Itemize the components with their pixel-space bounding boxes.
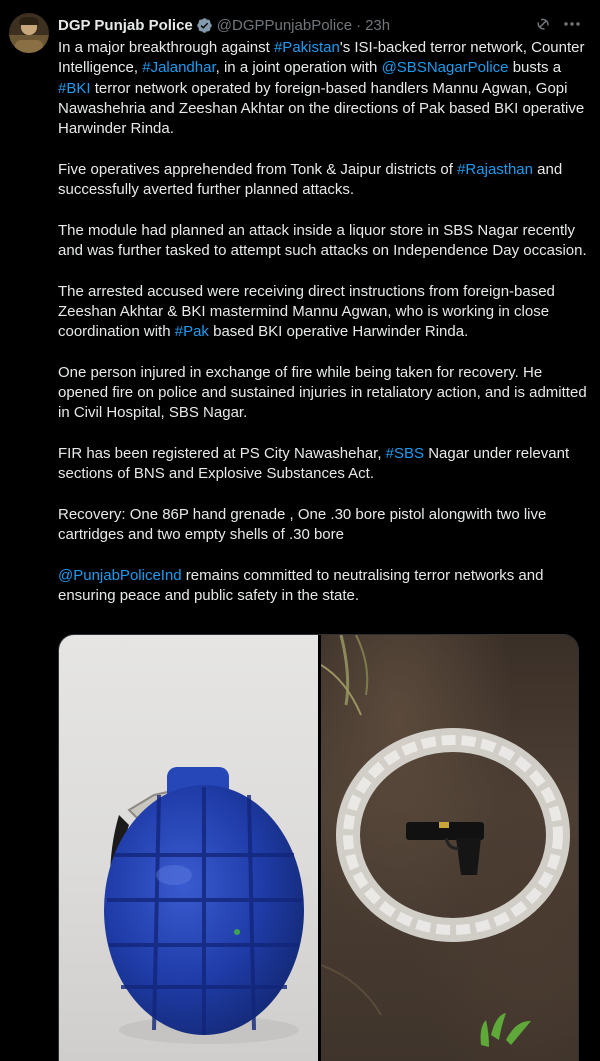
hashtag-jalandhar[interactable]: #Jalandhar — [142, 59, 216, 77]
pistol-scene-illustration — [321, 635, 579, 1061]
tweet-media — [58, 634, 579, 1061]
hand-grenade-photo[interactable] — [59, 635, 318, 1061]
avatar-cap — [19, 17, 39, 25]
tweet-paragraph-7: Recovery: One 86P hand grenade , One .30 bore pistol alongwith two live cartridges and two empty shells of .30 bore — [58, 505, 547, 544]
author-name[interactable]: DGP Punjab Police — [58, 16, 193, 34]
hashtag-pakistan[interactable]: #Pakistan — [273, 39, 340, 56]
separator-dot: · — [356, 16, 362, 34]
author-handle[interactable]: @DGPPunjabPolice — [216, 16, 353, 34]
grenade-illustration — [59, 635, 318, 1061]
hashtag-rajasthan[interactable]: #Rajasthan — [457, 160, 533, 178]
mention-punjabpoliceind[interactable]: @PunjabPoliceInd — [58, 566, 182, 584]
tweet-text — [58, 38, 588, 606]
tweet-paragraph-6: FIR has been registered at PS City Nawashehar, #SBS Nagar under relevant sections of BNS and Explosive Substances Act. — [58, 444, 570, 483]
tweet-header — [58, 15, 390, 35]
tweet-paragraph-8: @PunjabPoliceInd remains committed to neutralising terror networks and ensuring peace and public safety in the state. — [58, 566, 544, 605]
more-options-icon[interactable] — [562, 16, 582, 32]
tweet-paragraph-5: One person injured in exchange of fire while being taken for recovery. He opened fire on police and sustained injuries in retaliatory action, and is admitted in Civil Hospital, SBS Nagar. — [58, 363, 587, 422]
hashtag-pak[interactable]: #Pak — [174, 323, 209, 341]
tweet-timestamp[interactable]: 23h — [365, 16, 391, 34]
author-avatar[interactable] — [9, 13, 49, 53]
tweet-paragraph-3: The module had planned an attack inside a liquor store in SBS Nagar recently and was further tasked to attempt such attacks on Independence Day occasion. — [58, 221, 587, 259]
pistol-in-chalk-circle-photo[interactable] — [321, 635, 579, 1061]
grok-icon[interactable] — [534, 15, 552, 33]
tweet-paragraph-4: The arrested accused were receiving direct instructions from foreign-based Zeeshan Akhtar & BKI mastermind Mannu Agwan, who is working in close coordination with #Pak based BKI operative Harwinder Rinda. — [58, 282, 555, 341]
tweet-paragraph-1: In a major breakthrough against #Pakistan's ISI-backed terror network, Counter Intelligence, #Jalandhar, in a joint operation with @SBSNagarPolice busts a #BKI terror network operated by foreign-based handlers Mannu Agwan, Gopi Nawashehria and Zeeshan Akhtar on the directions of Pak based BKI operative Harwinder Rinda. — [58, 39, 585, 138]
hashtag-bki[interactable]: #BKI — [58, 79, 91, 97]
pistol-shape — [406, 822, 484, 875]
avatar-collar — [15, 40, 43, 53]
tweet-paragraph-2: Five operatives apprehended from Tonk & Jaipur districts of #Rajasthan and successfully averted further planned attacks. — [58, 160, 563, 199]
hashtag-sbs[interactable]: #SBS — [385, 444, 425, 462]
verified-badge-icon — [196, 17, 213, 34]
mention-sbsnagarpolice[interactable]: @SBSNagarPolice — [381, 59, 509, 77]
